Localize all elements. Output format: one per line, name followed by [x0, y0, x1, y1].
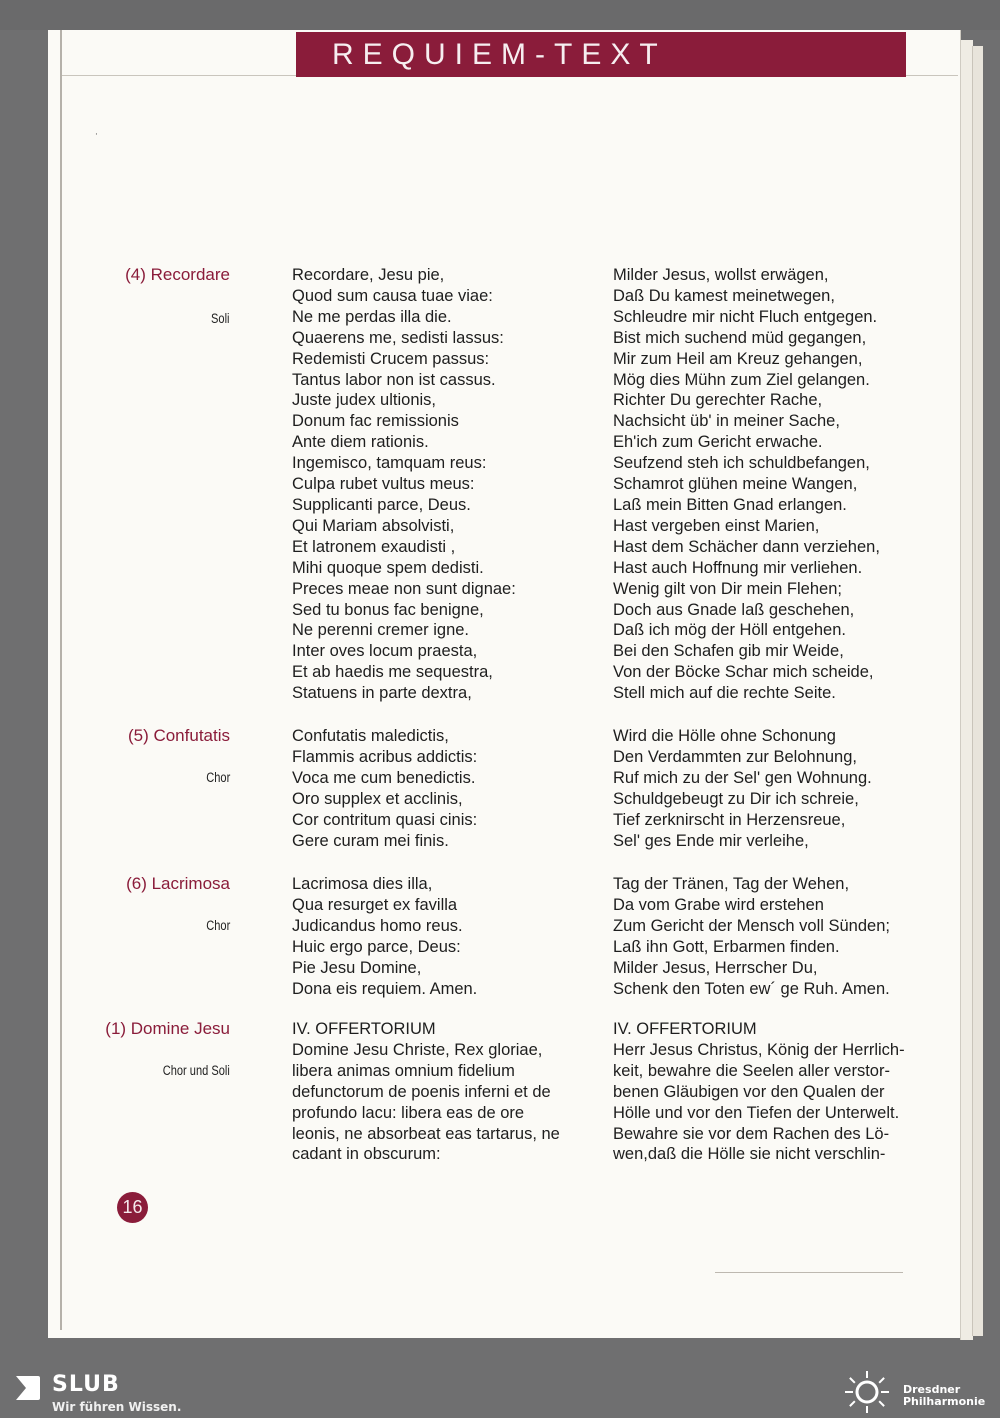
scan-background: [0, 0, 1000, 30]
latin-text: [292, 726, 592, 851]
slub-tagline: Wir führen Wissen.: [52, 1400, 182, 1414]
ink-speck: ·: [95, 130, 98, 140]
text-line: Preces meae non sunt dignae:: [292, 579, 516, 598]
text-line: Milder Jesus, wollst erwägen,: [613, 266, 829, 284]
text-line: keit, bewahre die Seelen aller verstor-: [613, 1061, 890, 1080]
text-line: Eh'ich zum Gericht erwache.: [613, 433, 823, 452]
latin-text: [292, 874, 592, 999]
text-line: benen Gläubigen vor den Qualen der: [613, 1082, 885, 1101]
text-line: Tantus labor non ist cassus.: [292, 370, 496, 389]
text-line: Mög dies Mühn zum Ziel gelangen.: [613, 370, 870, 389]
title-banner: [296, 32, 906, 77]
text-line: defunctorum de poenis inferni et de: [292, 1082, 551, 1101]
divider: [715, 1272, 903, 1273]
section-performers: Soli: [211, 311, 230, 326]
philharmonie-name-line2: Philharmonie: [903, 1395, 986, 1408]
text-line: Bewahre sie vor dem Rachen des Lö-: [613, 1124, 890, 1143]
text-line: Schenk den Toten ew´ ge Ruh. Amen.: [613, 979, 890, 998]
text-line: leonis, ne absorbeat eas tartarus, ne: [292, 1124, 560, 1143]
section-lacrimosa: [60, 874, 960, 1004]
text-line: Schuldgebeugt zu Dir ich schreie,: [613, 789, 859, 808]
section-recordare: [60, 265, 960, 705]
page-title: REQUIEM-TEXT: [332, 37, 667, 71]
text-line: Tief zerknirscht in Herzensreue,: [613, 810, 846, 829]
section-domine-jesu: [60, 1019, 960, 1169]
page-edge-back: [972, 46, 983, 1336]
text-line: Daß ich mög der Höll entgehen.: [613, 621, 846, 640]
section-title: (6) Lacrimosa: [126, 874, 230, 893]
text-line: Ne perenni cremer igne.: [292, 621, 470, 640]
text-line: wen,daß die Hölle sie nicht verschlin-: [613, 1145, 886, 1164]
text-line: Seufzend steh ich schuldbefangen,: [613, 454, 870, 473]
text-line: Zum Gericht der Mensch voll Sünden;: [613, 916, 890, 935]
text-line: Wenig gilt von Dir mein Flehen;: [613, 579, 842, 598]
text-line: Sed tu bonus fac benigne,: [292, 600, 484, 619]
text-line: Hast dem Schächer dann verziehen,: [613, 537, 880, 556]
section-title: (4) Recordare: [125, 265, 230, 284]
text-line: Statuens in parte dextra,: [292, 684, 472, 703]
text-line: Hast vergeben einst Marien,: [613, 516, 820, 535]
text-line: Nachsicht üb' in meiner Sache,: [613, 412, 840, 431]
text-line: IV. OFFERTORIUM: [613, 1020, 757, 1038]
text-line: Oro supplex et acclinis,: [292, 789, 463, 808]
text-line: Donum fac remissionis: [292, 412, 459, 431]
text-line: Laß mein Bitten Gnad erlangen.: [613, 495, 847, 514]
text-line: Ingemisco, tamquam reus:: [292, 454, 487, 473]
section-performers: Chor: [206, 770, 230, 785]
text-line: Richter Du gerechter Rache,: [613, 391, 823, 410]
text-line: Da vom Grabe wird erstehen: [613, 895, 824, 914]
philharmonie-name-line1: Dresdner: [903, 1383, 961, 1396]
text-line: Sel' ges Ende mir verleihe,: [613, 831, 809, 850]
text-line: Voca me cum benedictis.: [292, 768, 476, 787]
section-title: (1) Domine Jesu: [105, 1019, 230, 1038]
section-performers: Chor und Soli: [162, 1063, 230, 1078]
section-title: (5) Confutatis: [127, 726, 230, 745]
text-line: Huic ergo parce, Deus:: [292, 937, 461, 956]
text-line: Quaerens me, sedisti lassus:: [292, 328, 504, 347]
text-line: Tag der Tränen, Tag der Wehen,: [613, 875, 850, 893]
text-line: Von der Böcke Schar mich scheide,: [613, 663, 874, 682]
text-line: Recordare, Jesu pie,: [292, 266, 445, 284]
text-line: Quod sum causa tuae viae:: [292, 286, 493, 305]
text-line: Daß Du kamest meinetwegen,: [613, 286, 835, 305]
section-confutatis: [60, 726, 960, 856]
section-performers: Chor: [206, 918, 230, 933]
text-line: Bist mich suchend müd gegangen,: [613, 328, 867, 347]
text-line: Hast auch Hoffnung mir verliehen.: [613, 558, 863, 577]
text-line: IV. OFFERTORIUM: [292, 1020, 436, 1038]
text-line: Bei den Schafen gib mir Weide,: [613, 642, 844, 661]
text-line: Schleudre mir nicht Fluch entgegen.: [613, 307, 878, 326]
text-line: Ne me perdas illa die.: [292, 307, 452, 326]
text-line: Et latronem exaudisti ,: [292, 537, 456, 556]
philharmonie-name: [903, 1384, 985, 1408]
text-line: profundo lacu: libera eas de ore: [292, 1103, 525, 1122]
text-line: Schamrot glühen meine Wangen,: [613, 475, 858, 494]
text-line: Inter oves locum praesta,: [292, 642, 478, 661]
text-line: Qui Mariam absolvisti,: [292, 516, 455, 535]
text-line: Dona eis requiem. Amen.: [292, 979, 478, 998]
text-line: Milder Jesus, Herrscher Du,: [613, 958, 818, 977]
text-line: Flammis acribus addictis:: [292, 747, 478, 766]
text-line: Supplicanti parce, Deus.: [292, 495, 471, 514]
text-line: Et ab haedis me sequestra,: [292, 663, 493, 682]
text-line: Domine Jesu Christe, Rex gloriae,: [292, 1040, 543, 1059]
text-line: Stell mich auf die rechte Seite.: [613, 684, 836, 703]
text-line: libera animas omnium fidelium: [292, 1061, 515, 1080]
text-line: Ruf mich zu der Sel' gen Wohnung.: [613, 768, 872, 787]
text-line: Lacrimosa dies illa,: [292, 875, 433, 893]
text-line: Laß ihn Gott, Erbarmen finden.: [613, 937, 840, 956]
text-line: Mir zum Heil am Kreuz gehangen,: [613, 349, 863, 368]
text-line: Doch aus Gnade laß geschehen,: [613, 600, 855, 619]
page-number: 16: [117, 1192, 148, 1223]
text-line: Den Verdammten zur Belohnung,: [613, 747, 857, 766]
latin-text: [292, 1019, 592, 1165]
text-line: Gere curam mei finis.: [292, 831, 449, 850]
slub-name: SLUB: [52, 1372, 120, 1397]
german-text: [613, 726, 913, 851]
philharmonie-logo-icon: [842, 1370, 892, 1414]
text-line: Herr Jesus Christus, König der Herrlich-: [613, 1040, 905, 1059]
german-text: [613, 1019, 913, 1165]
footer-bar: [0, 1366, 1000, 1418]
text-line: Confutatis maledictis,: [292, 727, 449, 745]
latin-text: [292, 265, 592, 704]
text-line: Qua resurget ex favilla: [292, 895, 458, 914]
text-line: Ante diem rationis.: [292, 433, 429, 452]
text-line: Juste judex ultionis,: [292, 391, 436, 410]
german-text: [613, 874, 913, 999]
text-line: cadant in obscurum:: [292, 1145, 441, 1164]
text-line: Cor contritum quasi cinis:: [292, 810, 478, 829]
text-line: Mihi quoque spem dedisti.: [292, 558, 484, 577]
german-text: [613, 265, 913, 704]
text-line: Culpa rubet vultus meus:: [292, 475, 475, 494]
text-line: Pie Jesu Domine,: [292, 958, 422, 977]
text-line: Judicandus homo reus.: [292, 916, 463, 935]
text-line: Wird die Hölle ohne Schonung: [613, 727, 836, 745]
slub-logo-icon: [12, 1374, 42, 1402]
text-line: Hölle und vor den Tiefen der Unterwelt.: [613, 1103, 900, 1122]
text-line: Redemisti Crucem passus:: [292, 349, 490, 368]
